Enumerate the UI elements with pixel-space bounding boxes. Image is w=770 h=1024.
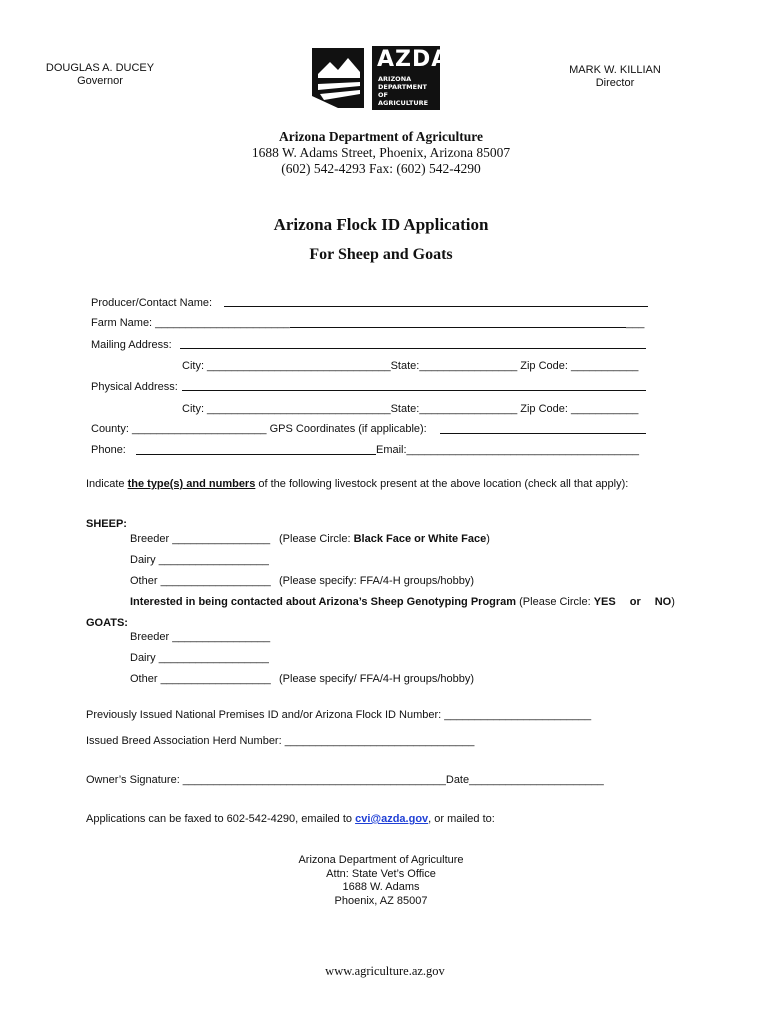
genotyping-or: or xyxy=(629,596,641,608)
logo-sub-2: DEPARTMENT xyxy=(378,83,427,91)
mailing-label: Mailing Address: xyxy=(91,339,172,351)
farm-label: Farm Name: ______________________ xyxy=(91,317,290,329)
sheep-other[interactable]: Other __________________ xyxy=(130,575,271,587)
submit-pre: Applications can be faxed to 602-542-4290, emailed to xyxy=(86,813,356,825)
indicate-instruction xyxy=(86,478,756,491)
mailing-city-state-zip[interactable]: City: ______________________________State:________________ Zip Code: ___________ xyxy=(182,360,639,372)
goats-heading: GOATS: xyxy=(86,617,128,629)
goats-other-note: (Please specify/ FFA/4-H groups/hobby) xyxy=(279,673,475,685)
submit-post: , or mailed to: xyxy=(428,813,495,825)
logo-text-block xyxy=(372,46,450,110)
genotyping-no-option[interactable]: NO xyxy=(654,596,672,608)
governor-title: Governor xyxy=(77,75,123,87)
producer-label: Producer/Contact Name: xyxy=(91,297,213,309)
breeder-note-post: ) xyxy=(486,533,490,545)
director-title: Director xyxy=(595,77,635,89)
physical-city-state-zip[interactable]: City: ______________________________State:________________ Zip Code: ___________ xyxy=(182,403,639,415)
physical-label: Physical Address: xyxy=(91,381,178,393)
agency-phone-fax: (602) 542-4293 Fax: (602) 542-4290 xyxy=(281,161,481,176)
genotyping-close: ) xyxy=(671,596,675,608)
phone-label: Phone: xyxy=(91,444,126,456)
sheep-heading: SHEEP: xyxy=(86,518,127,530)
governor-name: DOUGLAS A. DUCEY xyxy=(45,62,155,74)
footer-website[interactable]: www.agriculture.az.gov xyxy=(325,964,445,978)
producer-input-line[interactable] xyxy=(224,306,648,307)
email-link[interactable]: cvi@azda.gov xyxy=(355,813,429,825)
mail-line-1: Arizona Department of Agriculture xyxy=(298,854,464,866)
agency-name: Arizona Department of Agriculture xyxy=(278,129,484,144)
form-title: Arizona Flock ID Application xyxy=(273,215,489,234)
arizona-map-icon xyxy=(308,44,368,112)
herd-number-field[interactable]: Issued Breed Association Herd Number: _______________________________ xyxy=(86,735,475,747)
form-subtitle: For Sheep and Goats xyxy=(309,246,453,263)
agency-block xyxy=(0,129,762,177)
agency-address: 1688 W. Adams Street, Phoenix, Arizona 85007 xyxy=(251,145,511,160)
breeder-note-pre: (Please Circle: xyxy=(279,533,354,545)
director-block xyxy=(560,64,670,90)
goats-other[interactable]: Other __________________ xyxy=(130,673,271,685)
indicate-emphasis: the type(s) and numbers xyxy=(127,478,256,490)
sheep-dairy[interactable]: Dairy __________________ xyxy=(130,554,269,566)
mail-line-2: Attn: State Vet’s Office xyxy=(326,867,436,880)
mail-line-3: 1688 W. Adams xyxy=(342,881,420,893)
genotyping-interest xyxy=(130,596,675,609)
governor-block xyxy=(45,62,155,88)
signature-date-field[interactable]: Owner’s Signature: ___________________________________________Date______________________ xyxy=(86,774,604,786)
genotyping-circle-label: (Please Circle: xyxy=(516,596,594,608)
previous-id-field[interactable]: Previously Issued National Premises ID and/or Arizona Flock ID Number: ________________________ xyxy=(86,709,592,721)
gps-input-line[interactable] xyxy=(440,433,646,434)
logo-title: AZDA xyxy=(377,47,450,72)
sheep-other-note: (Please specify: FFA/4-H groups/hobby) xyxy=(279,575,475,587)
indicate-pre: Indicate xyxy=(86,478,128,490)
farm-input-line[interactable] xyxy=(290,327,626,328)
farm-tail: ___ xyxy=(626,317,645,329)
logo-sub-3: OF AGRICULTURE xyxy=(378,91,429,107)
county-gps-label: County: ______________________ GPS Coordinates (if applicable): xyxy=(91,423,427,435)
email-label[interactable]: Email:______________________________________ xyxy=(376,444,640,456)
physical-input-line[interactable] xyxy=(182,390,646,391)
goats-breeder[interactable]: Breeder ________________ xyxy=(130,631,271,643)
mail-line-4: Phoenix, AZ 85007 xyxy=(334,894,428,907)
genotyping-yes-option[interactable]: YES xyxy=(593,596,616,608)
sheep-breeder[interactable]: Breeder ________________ xyxy=(130,533,271,545)
logo-sub-1: ARIZONA xyxy=(378,75,412,83)
breeder-note-options[interactable]: Black Face or White Face xyxy=(353,533,487,545)
mailing-input-line[interactable] xyxy=(180,348,646,349)
azda-logo xyxy=(308,44,450,112)
sheep-breeder-note xyxy=(279,533,490,546)
phone-input-line[interactable] xyxy=(136,454,376,455)
submit-instructions xyxy=(86,813,495,826)
goats-dairy[interactable]: Dairy __________________ xyxy=(130,652,269,664)
genotyping-question: Interested in being contacted about Arizona’s Sheep Genotyping Program xyxy=(130,596,517,608)
mailing-address-block xyxy=(0,854,762,908)
indicate-post: of the following livestock present at the above location (check all that apply): xyxy=(255,478,629,490)
director-name: MARK W. KILLIAN xyxy=(569,64,661,76)
